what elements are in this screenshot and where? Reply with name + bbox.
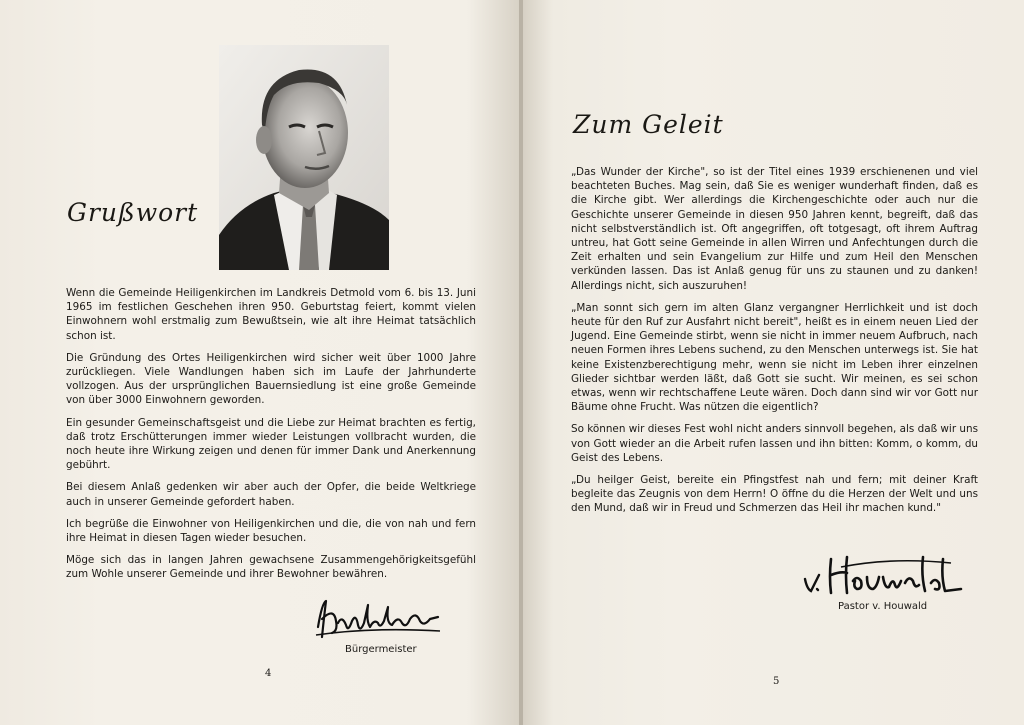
- role-label: Pastor v. Houwald: [838, 601, 928, 612]
- role-label: Bürgermeister: [345, 644, 417, 655]
- signature-buergermeister: [312, 597, 447, 643]
- signature-pastor: [801, 553, 976, 601]
- paragraph: Wenn die Gemeinde Heiligenkirchen im Landkreis Detmold vom 6. bis 13. Juni 1965 im festlichen Geschehen ihren 950. Geburtstag feiert, kommt vielen Einwohnern wohl erstmalig zum Bewußtsein, wie alt ihre Heimat tatsächlich schon ist.: [66, 287, 476, 342]
- paragraph: Ich begrüße die Einwohner von Heiligenkirchen und die, die von nah und fern ihre Heimat in diesen Tagen wieder besuchen.: [66, 517, 476, 545]
- paragraph: „Das Wunder der Kirche", so ist der Titel eines 1939 erschienenen und viel beachteten Buches. Mag sein, daß Sie es weniger wunderhaft finden, daß es die Kirche gibt. Wer allerdings die Kirchengeschichte oder auch nur die Geschichte unserer Gemeinde in diesen 950 Jahren kennt, begreift, daß das nicht selbstverständlich ist. Oft angegriffen, oft totgesagt, oft ihrem Auftrag untreu, hat Gott seine Gemeinde in allen Wirren und Anfechtungen durch die Zeit erhalten und sein Evangelium zur Hilfe und zum Heil den Menschen verkünden lassen. Das ist Anlaß genug für uns zu staunen und zu danken! Allerdings nicht, sich auszuruhen!: [571, 166, 978, 292]
- page-number: 4: [265, 668, 272, 679]
- paragraph: Die Gründung des Ortes Heiligenkirchen wird sicher weit über 1000 Jahre zurückliegen. Viele Wandlungen haben sich im Laufe der Jahrhunderte vollzogen. Aus der ursprünglichen Bauernsiedlung ist eine große Gemeinde von über 3000 Einwohnern geworden.: [66, 351, 476, 407]
- paragraph: Ein gesunder Gemeinschaftsgeist und die Liebe zur Heimat brachten es fertig, daß trotz Erschütterungen immer wieder Leistungen vollbracht wurden, die noch heute ihre Wirkung zeigen und denen für immer Dank und Anerkennung gebührt.: [66, 416, 476, 472]
- paragraph: Bei diesem Anlaß gedenken wir aber auch der Opfer, die beide Weltkriege auch in unserer Gemeinde gefordert haben.: [66, 481, 476, 508]
- heading-zum-geleit: Zum Geleit: [573, 110, 724, 139]
- paragraph: „Man sonnt sich gern im alten Glanz vergangner Herrlichkeit und ist doch heute für den Ruf zur Ausfahrt nicht bereit", heißt es in einem neuen Lied der Jugend. Eine Gemeinde stirbt, wenn sie nicht in immer neuem Aufbruch, nach neuen Formen ihres Lebens suchend, zu den Menschen unterwegs ist. Sie hat keine Existenzberechtigung mehr, wenn sie nicht im Leben ihrer einzelnen Glieder sichtbar werden läßt, daß Gott sie sucht. Wir meinen, es sei schon etwas, wenn wir rechtschaffene Leute wären. Doch dann sind wir vor Gott nur Bäume ohne Frucht. Was nützen die eigentlich?: [571, 301, 978, 414]
- paragraph: So können wir dieses Fest wohl nicht anders sinnvoll begehen, als daß wir uns von Gott wieder an die Arbeit rufen lassen und ihn bitten: Komm, o komm, du Geist des Lebens.: [571, 423, 978, 464]
- left-body-text: [66, 286, 476, 590]
- heading-grusswort: Grußwort: [67, 198, 199, 227]
- paragraph: Möge sich das in langen Jahren gewachsene Zusammengehörigkeitsgefühl zum Wohle unserer Gemeinde und ihrer Bewohner bewähren.: [66, 554, 476, 581]
- portrait-photo: [219, 45, 389, 270]
- right-page: [523, 0, 1024, 725]
- right-body-text: [571, 165, 978, 524]
- paragraph: „Du heilger Geist, bereite ein Pfingstfest nah und fern; mit deiner Kraft begleite das Zeugnis von dem Herrn! O öffne du die Herzen der Welt und uns den Mund, daß wir in Freud und Schmerzen das Heil ihr machen kund.": [571, 474, 978, 515]
- page-number: 5: [773, 676, 780, 687]
